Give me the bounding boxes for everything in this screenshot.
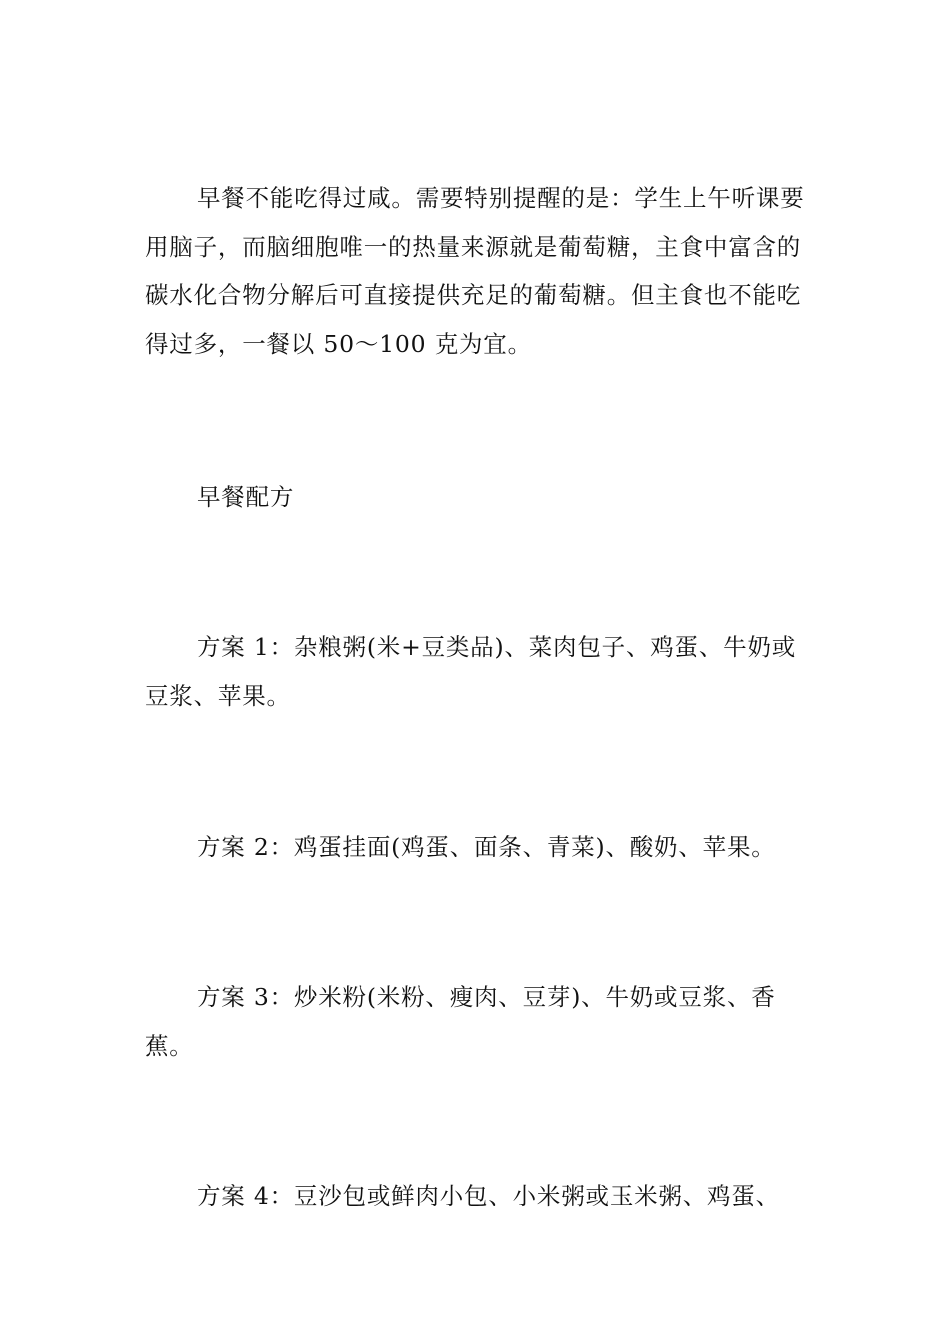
section-heading-breakfast-recipes: 早餐配方 xyxy=(197,483,295,511)
paragraph-breakfast-salt-advice: 早餐不能吃得过咸。需要特别提醒的是：学生上午听课要用脑子，而脑细胞唯一的热量来源就是葡萄糖，主食中富含的碳水化合物分解后可直接提供充足的葡萄糖。但主食也不能吃得过多，一餐以 50～100 克为宜。 xyxy=(145,184,805,358)
paragraph-plan-1: 方案 1：杂粮粥(米+豆类品)、菜肉包子、鸡蛋、牛奶或豆浆、苹果。 xyxy=(145,633,797,710)
paragraph-plan-3: 方案 3：炒米粉(米粉、瘦肉、豆芽)、牛奶或豆浆、香蕉。 xyxy=(145,983,776,1060)
paragraph-plan-4: 方案 4：豆沙包或鲜肉小包、小米粥或玉米粥、鸡蛋、 xyxy=(197,1182,780,1210)
paragraph-plan-2: 方案 2：鸡蛋挂面(鸡蛋、面条、青菜)、酸奶、苹果。 xyxy=(197,833,776,861)
